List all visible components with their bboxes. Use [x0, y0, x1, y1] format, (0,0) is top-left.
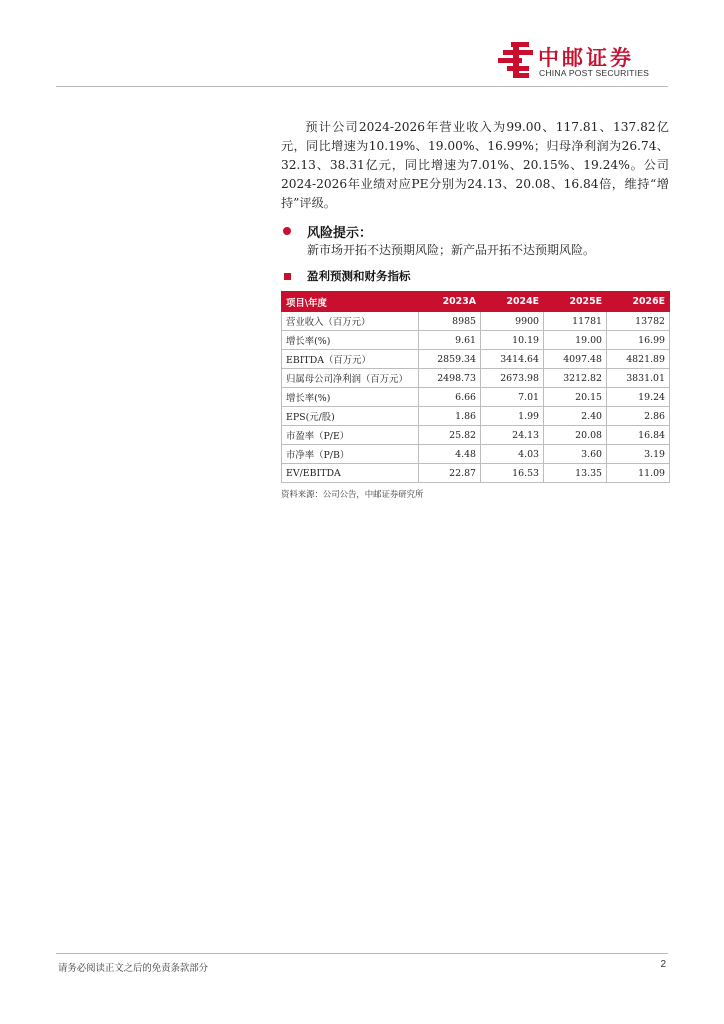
- value-cell: 2498.73: [419, 369, 481, 388]
- value-cell: 6.66: [419, 388, 481, 407]
- value-cell: 25.82: [419, 426, 481, 445]
- header-cell: 项目\年度: [282, 292, 419, 312]
- table-row: [282, 407, 670, 426]
- table-row: [282, 369, 670, 388]
- table-body: [282, 312, 670, 483]
- table-row: [282, 464, 670, 483]
- row-label-cell: 市盈率（P/E）: [282, 426, 419, 445]
- value-cell: 7.01: [481, 388, 544, 407]
- value-cell: 4097.48: [544, 350, 607, 369]
- value-cell: 16.99: [607, 331, 670, 350]
- value-cell: 24.13: [481, 426, 544, 445]
- header-cell: 2023A: [419, 292, 481, 312]
- table-row: [282, 445, 670, 464]
- value-cell: 13.35: [544, 464, 607, 483]
- value-cell: 10.19: [481, 331, 544, 350]
- value-cell: 16.84: [607, 426, 670, 445]
- value-cell: 19.00: [544, 331, 607, 350]
- table-source-note: 资料来源：公司公告，中邮证券研究所: [281, 489, 424, 499]
- value-cell: 1.86: [419, 407, 481, 426]
- value-cell: 22.87: [419, 464, 481, 483]
- logo-chinese-name: 中邮证券: [538, 46, 634, 70]
- header-cell: 2024E: [481, 292, 544, 312]
- value-cell: 2.40: [544, 407, 607, 426]
- value-cell: 4821.89: [607, 350, 670, 369]
- forecast-summary-paragraph: 预计公司2024-2026年营业收入为99.00、117.81、137.82亿元，同比增速为10.19%、19.00%、16.99%；归母净利润为26.74、32.13、38.31亿元，同比增速为7.01%、20.15%、19.24%。公司2024-2026年业绩对应PE分别为24.13、20.08、16.84倍，维持“增持”评级。: [281, 120, 669, 210]
- page-header: [56, 0, 668, 87]
- table-heading: [281, 268, 669, 286]
- table-header-row: [282, 292, 670, 312]
- value-cell: 2673.98: [481, 369, 544, 388]
- row-label-cell: EPS(元/股): [282, 407, 419, 426]
- page-footer: [56, 953, 668, 974]
- value-cell: 3212.82: [544, 369, 607, 388]
- row-label-cell: 增长率(%): [282, 331, 419, 350]
- value-cell: 3831.01: [607, 369, 670, 388]
- value-cell: 2859.34: [419, 350, 481, 369]
- company-logo: [498, 40, 666, 80]
- table-row: [282, 426, 670, 445]
- china-post-logo-icon: [498, 40, 536, 80]
- value-cell: 20.08: [544, 426, 607, 445]
- row-label-cell: 归属母公司净利润（百万元）: [282, 369, 419, 388]
- value-cell: 16.53: [481, 464, 544, 483]
- red-square-bullet-icon: [284, 273, 291, 280]
- risk-text: 新市场开拓不达预期风险；新产品开拓不达预期风险。: [307, 243, 596, 257]
- header-cell: 2025E: [544, 292, 607, 312]
- row-label-cell: 市净率（P/B）: [282, 445, 419, 464]
- value-cell: 4.48: [419, 445, 481, 464]
- table-row: [282, 388, 670, 407]
- table-row: [282, 312, 670, 331]
- table-title: 盈利预测和财务指标: [307, 269, 411, 283]
- value-cell: 11781: [544, 312, 607, 331]
- financial-forecast-table: [281, 291, 670, 483]
- row-label-cell: EBITDA（百万元）: [282, 350, 419, 369]
- risk-heading: [281, 222, 669, 240]
- table-row: [282, 350, 670, 369]
- row-label-cell: 增长率(%): [282, 388, 419, 407]
- disclaimer-text: 请务必阅读正文之后的免责条款部分: [58, 963, 209, 974]
- row-label-cell: 营业收入（百万元）: [282, 312, 419, 331]
- value-cell: 13782: [607, 312, 670, 331]
- red-bullet-icon: [283, 227, 291, 235]
- value-cell: 4.03: [481, 445, 544, 464]
- value-cell: 19.24: [607, 388, 670, 407]
- risk-title: 风险提示：: [307, 226, 373, 241]
- main-content: [281, 118, 669, 500]
- value-cell: 2.86: [607, 407, 670, 426]
- page-number: 2: [660, 959, 666, 970]
- value-cell: 3.60: [544, 445, 607, 464]
- value-cell: 8985: [419, 312, 481, 331]
- value-cell: 3414.64: [481, 350, 544, 369]
- value-cell: 9900: [481, 312, 544, 331]
- value-cell: 9.61: [419, 331, 481, 350]
- value-cell: 1.99: [481, 407, 544, 426]
- table-row: [282, 331, 670, 350]
- header-cell: 2026E: [607, 292, 670, 312]
- value-cell: 20.15: [544, 388, 607, 407]
- value-cell: 3.19: [607, 445, 670, 464]
- row-label-cell: EV/EBITDA: [282, 464, 419, 483]
- logo-english-name: CHINA POST SECURITIES: [539, 68, 650, 78]
- value-cell: 11.09: [607, 464, 670, 483]
